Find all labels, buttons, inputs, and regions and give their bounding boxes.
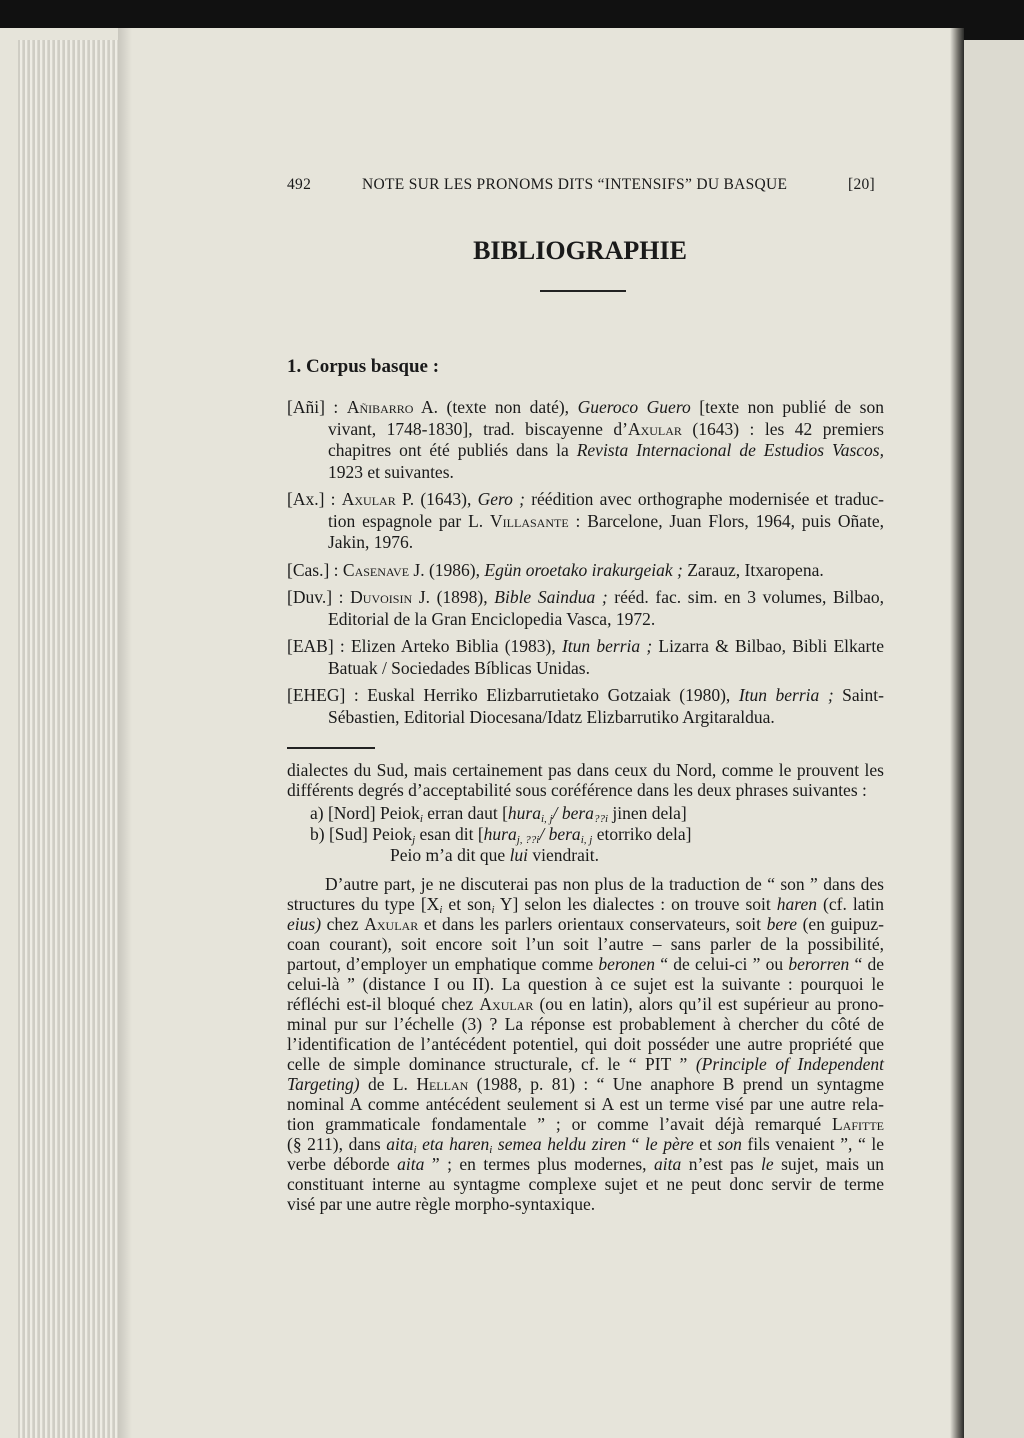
- text-segment: minal pur sur l’échelle (3) ? La réponse est probablement à chercher du côté de: [287, 1014, 884, 1034]
- subscript-index: i: [439, 904, 443, 916]
- italic-text: Targeting): [287, 1074, 360, 1094]
- text-segment: J. (1898),: [412, 587, 495, 607]
- italic-text: lui: [509, 845, 529, 865]
- text-line: [287, 636, 884, 658]
- running-title: NOTE SUR LES PRONOMS DITS “INTENSIFS” DU BASQUE: [362, 176, 788, 193]
- text-segment: ” ; en termes plus modernes,: [424, 1154, 654, 1174]
- text-segment: b) [Sud] Peiok: [310, 824, 413, 844]
- text-segment: Editorial de la Gran Enciclopedia Vasca, 1972.: [328, 608, 656, 629]
- text-segment: [Ax.] :: [287, 489, 342, 509]
- text-line: [310, 824, 900, 845]
- text-segment: Y] selon les dialectes : on trouve soit: [494, 894, 777, 914]
- bibliography-entry: [287, 560, 884, 582]
- text-segment: erran daut [: [422, 803, 508, 823]
- text-segment: verbe déborde: [287, 1154, 398, 1174]
- italic-text: Egün oroetako irakurgeiak ;: [484, 559, 683, 580]
- text-line: [287, 685, 884, 707]
- text-segment: etorriko dela]: [592, 824, 692, 844]
- text-segment: 1923 et suivantes.: [328, 461, 454, 482]
- small-caps-text: Axular: [341, 489, 396, 509]
- text-segment: (§ 211), dans: [287, 1134, 387, 1154]
- text-segment: [texte non publié de son: [690, 397, 884, 417]
- italic-text: beronen: [598, 954, 656, 974]
- text-line: [287, 914, 884, 934]
- italic-text: Itun berria ;: [561, 636, 653, 656]
- small-caps-text: Añibarro: [346, 397, 414, 417]
- text-segment: et: [693, 1134, 718, 1154]
- subscript-index: i: [491, 904, 495, 916]
- italic-text: Bible Saindua ;: [494, 587, 608, 607]
- text-line: [287, 1054, 884, 1074]
- subscript-index: i: [413, 1144, 417, 1156]
- text-segment: “ de celui-ci ” ou: [655, 954, 789, 974]
- footnote-rule: [287, 747, 375, 749]
- text-segment: (cf. latin: [816, 894, 885, 914]
- text-segment: [Añi] :: [287, 397, 347, 417]
- italic-text: Revista Internacional de Estudios Vascos,: [576, 440, 884, 460]
- text-line: [287, 760, 884, 780]
- text-segment: réédition avec orthographe modernisée et traduc-: [524, 489, 884, 509]
- small-caps-text: Axular: [627, 418, 682, 439]
- text-line: [287, 1014, 884, 1034]
- italic-text: / bera: [552, 803, 594, 823]
- bibliography-entry: [287, 397, 884, 483]
- italic-text: aita: [654, 1154, 682, 1174]
- text-line: [287, 489, 884, 511]
- text-segment: et dans les parlers orientaux conservateurs, soit: [418, 914, 767, 934]
- text-segment: a) [Nord] Peiok: [310, 803, 420, 823]
- text-segment: visé par une autre règle morpho-syntaxique.: [287, 1194, 596, 1214]
- text-segment: “: [626, 1134, 646, 1154]
- italic-text: Gueroco Guero: [577, 397, 691, 417]
- examples: [0, 803, 900, 866]
- text-segment: tion espagnole par L.: [328, 510, 491, 531]
- text-line: [287, 560, 884, 582]
- text-segment: D’autre part, je ne discuterai pas non plus de la traduction de “ son ” dans des: [325, 874, 884, 894]
- italic-text: aita: [397, 1154, 425, 1174]
- text-segment: “ de: [849, 954, 884, 974]
- small-caps-text: Villasante: [490, 510, 569, 531]
- text-segment: dialectes du Sud, mais certainement pas dans ceux du Nord, comme le prouvent les: [287, 760, 884, 780]
- text-segment: réfléchi est-il bloqué chez: [287, 994, 480, 1014]
- text-line: [390, 845, 900, 866]
- text-line: [325, 874, 884, 894]
- italic-text: (Principle of Independent: [695, 1054, 884, 1074]
- text-segment: Peio m’a dit que: [390, 845, 510, 865]
- small-caps-text: Lafitte: [831, 1114, 884, 1134]
- text-segment: A. (texte non daté),: [413, 397, 578, 417]
- text-segment: sujet, mais un: [773, 1154, 884, 1174]
- text-line: [287, 994, 884, 1014]
- text-segment: Lizarra & Bilbao, Bibli Elkarte: [652, 636, 884, 656]
- text-line: [328, 419, 884, 441]
- text-segment: structures du type [X: [287, 894, 440, 914]
- text-line: [328, 707, 884, 729]
- bibliography-list: [287, 397, 884, 734]
- section-reference: [20]: [848, 176, 876, 193]
- text-line: [287, 1154, 884, 1174]
- text-line: [287, 974, 884, 994]
- text-segment: partout, d’employer un emphatique comme: [287, 954, 599, 974]
- text-segment: vivant, 1748-1830], trad. biscayenne d’: [328, 418, 628, 439]
- text-segment: esan dit [: [415, 824, 484, 844]
- text-segment: (1988, p. 81) : “ Une anaphore B prend un syntagme: [468, 1074, 885, 1094]
- text-segment: différents degrés d’acceptabilité sous coréférence dans les deux phrases suivantes :: [287, 780, 867, 800]
- bibliography-entry: [287, 636, 884, 679]
- italic-text: le père: [645, 1134, 694, 1154]
- text-line: [287, 1194, 884, 1214]
- text-segment: et son: [442, 894, 492, 914]
- text-line: [328, 440, 884, 462]
- text-segment: de L.: [359, 1074, 417, 1094]
- subscript-index: i: [489, 1144, 493, 1156]
- text-segment: (ou en latin), alors qu’il est supérieur au prono-: [533, 994, 884, 1014]
- small-caps-text: Axular: [364, 914, 419, 934]
- text-segment: jinen dela]: [608, 803, 687, 823]
- text-segment: [EHEG] : Euskal Herriko Elizbarrutietako Gotzaiak (1980),: [287, 685, 739, 705]
- text-line: [287, 1114, 884, 1134]
- text-line: [287, 1094, 884, 1114]
- title-rule: [540, 290, 626, 292]
- text-segment: chapitres ont été publiés dans la: [328, 440, 577, 460]
- page-edges: [18, 40, 123, 1438]
- text-segment: celui-là ” (distance I ou II). La question à ce sujet est la suivante : pourquoi le: [287, 974, 884, 994]
- text-segment: viendrait.: [528, 845, 599, 865]
- text-segment: n’est pas: [681, 1154, 761, 1174]
- text-segment: [EAB] : Elizen Arteko Biblia (1983),: [287, 636, 562, 656]
- italic-text: Itun berria ;: [738, 685, 834, 705]
- small-caps-text: Hellan: [416, 1074, 469, 1094]
- text-segment: P. (1643),: [395, 489, 478, 509]
- italic-text: aita: [386, 1134, 414, 1154]
- text-segment: celle de simple dominance structurale, cf. le “ PIT ”: [287, 1054, 696, 1074]
- italic-text: hura: [483, 824, 517, 844]
- italic-text: eta haren: [416, 1134, 490, 1154]
- text-line: [328, 609, 884, 631]
- text-segment: Batuak / Sociedades Bíblicas Unidas.: [328, 657, 590, 678]
- body-intro: [287, 760, 884, 800]
- page-number: 492: [287, 176, 312, 193]
- text-segment: l’identification de l’antécédent potentiel, qui doit posséder une autre propriété que: [287, 1034, 884, 1054]
- text-line: [287, 1174, 884, 1194]
- text-line: [328, 511, 884, 533]
- italic-text: hura: [507, 803, 541, 823]
- text-line: [287, 934, 884, 954]
- text-line: [287, 1134, 884, 1154]
- italic-text: bere: [766, 914, 798, 934]
- facing-page: [964, 40, 1024, 1438]
- bibliography-entry: [287, 587, 884, 630]
- bibliography-entry: [287, 685, 884, 728]
- small-caps-text: Axular: [479, 994, 534, 1014]
- text-line: [287, 894, 884, 914]
- subscript-index: j: [412, 834, 416, 846]
- text-line: [328, 658, 884, 680]
- text-segment: [Duv.] :: [287, 587, 351, 607]
- text-segment: constituant interne au syntagme complexe sujet et ne peut donc servir de terme: [287, 1174, 884, 1194]
- text-segment: [Cas.] :: [287, 559, 343, 580]
- text-segment: fils venaient ”, “ le: [741, 1134, 884, 1154]
- text-segment: Saint-: [833, 685, 884, 705]
- text-line: [328, 462, 884, 484]
- small-caps-text: Casenave: [342, 559, 410, 580]
- italic-text: berorren: [788, 954, 850, 974]
- text-line: [287, 587, 884, 609]
- italic-text: / bera: [539, 824, 581, 844]
- text-segment: Jakin, 1976.: [328, 532, 414, 552]
- book-gutter: [950, 28, 964, 1438]
- small-caps-text: Duvoisin: [350, 587, 413, 607]
- text-segment: Zarauz, Itxaropena.: [682, 559, 824, 580]
- bibliography-entry: [287, 489, 884, 554]
- italic-text: Gero ;: [477, 489, 525, 509]
- italic-text: son: [717, 1134, 742, 1154]
- text-line: [287, 780, 884, 800]
- subscript-index: j, ??i: [516, 834, 540, 846]
- text-segment: (1643) : les 42 premiers: [681, 418, 884, 439]
- italic-text: eius): [287, 914, 322, 934]
- subscript-index: i, j: [580, 834, 593, 846]
- italic-text: haren: [776, 894, 817, 914]
- italic-text: le: [760, 1154, 774, 1174]
- text-line: [328, 532, 884, 554]
- text-line: [287, 1074, 884, 1094]
- text-segment: Sébastien, Editorial Diocesana/Idatz Elizbarrutiko Argitaraldua.: [328, 706, 775, 727]
- text-segment: J. (1986),: [409, 559, 485, 580]
- text-segment: chez: [321, 914, 365, 934]
- subscript-index: i, j: [540, 813, 553, 825]
- page-title: BIBLIOGRAPHIE: [473, 236, 687, 265]
- page-edge-shadow: [118, 28, 132, 1438]
- text-line: [310, 803, 900, 824]
- text-line: [287, 397, 884, 419]
- text-segment: (en guipuz-: [797, 914, 884, 934]
- italic-text: semea heldu ziren: [492, 1134, 627, 1154]
- subscript-index: ??i: [593, 813, 608, 825]
- text-segment: : Barcelone, Juan Flors, 1964, puis Oñate,: [568, 510, 885, 531]
- text-segment: rééd. fac. sim. en 3 volumes, Bilbao,: [607, 587, 884, 607]
- text-segment: nominal A comme antécédent seulement si A est un terme visé par une autre rela-: [287, 1094, 884, 1114]
- text-segment: coan courant), soit encore soit l’un soit l’autre – sans parler de la possibilité,: [287, 934, 884, 954]
- subscript-index: i: [419, 813, 423, 825]
- text-line: [287, 954, 884, 974]
- text-segment: tion grammaticale fondamentale ” ; or comme l’avait déjà remarqué: [287, 1114, 832, 1134]
- body-paragraph: [287, 874, 884, 1214]
- text-line: [287, 1034, 884, 1054]
- section-heading: 1. Corpus basque :: [287, 356, 440, 377]
